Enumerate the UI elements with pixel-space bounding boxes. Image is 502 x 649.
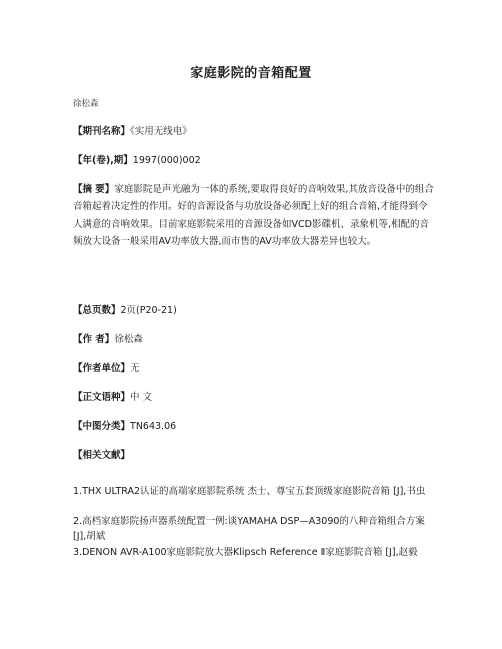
reference-item-2: 2.高档家庭影院扬声器系统配置一例:谈YAMAHA DSP—A3090的八种音箱组合方案 [J],胡斌 — [73, 516, 425, 542]
field-label: 【作 者】 — [73, 334, 115, 345]
field-journal — [73, 124, 435, 139]
author-line: 徐松森 — [73, 99, 99, 109]
field-value: 2页(P20-21) — [120, 305, 177, 316]
field-pages — [73, 303, 435, 318]
field-value: 中 文 — [130, 392, 153, 403]
field-affiliation — [73, 361, 435, 376]
field-label: 【中图分类】 — [73, 421, 131, 432]
field-abstract — [73, 181, 435, 250]
field-year — [73, 153, 435, 168]
field-value: 无 — [130, 363, 140, 374]
field-related — [73, 448, 435, 463]
field-label: 【相关文献】 — [73, 450, 131, 461]
field-value: 《实用无线电》 — [130, 126, 192, 137]
field-language — [73, 390, 435, 405]
field-label: 【总页数】 — [73, 305, 121, 316]
reference-item-1: 1.THX ULTRA2认证的高端家庭影院系统 杰士、尊宝五套顶级家庭影院音箱 [J],书虫 — [73, 486, 426, 497]
field-authors — [73, 332, 435, 347]
field-label: 【摘 要】 — [73, 184, 115, 195]
field-value: 家庭影院是声光融为一体的系统,要取得良好的音响效果,其放音设备中的组合音箱起着决定性的作用。好的音源设备与功放设备必须配上好的组合音箱,才能得到令人满意的音响效果。目前家庭影院采用的音源设备如VCD影碟机、录象机等,相配的音频放大设备一般采用AV功率放大器,而市售的AV功率放大器差异也较大。 — [73, 184, 434, 247]
field-label: 【年(卷),期】 — [73, 155, 133, 166]
field-value: 徐松森 — [114, 334, 143, 345]
field-label: 【期刊名称】 — [73, 126, 131, 137]
field-classification — [73, 419, 435, 434]
field-label: 【正文语种】 — [73, 392, 131, 403]
field-label: 【作者单位】 — [73, 363, 131, 374]
reference-item-3: 3.DENON AVR-A100家庭影院放大器Klipsch Reference Ⅱ家庭影院音箱 [J],赵毅 — [73, 547, 418, 558]
document-title: 家庭影院的音箱配置 — [190, 66, 312, 81]
field-value: TN643.06 — [130, 421, 177, 432]
field-value: 1997(000)002 — [132, 155, 201, 166]
